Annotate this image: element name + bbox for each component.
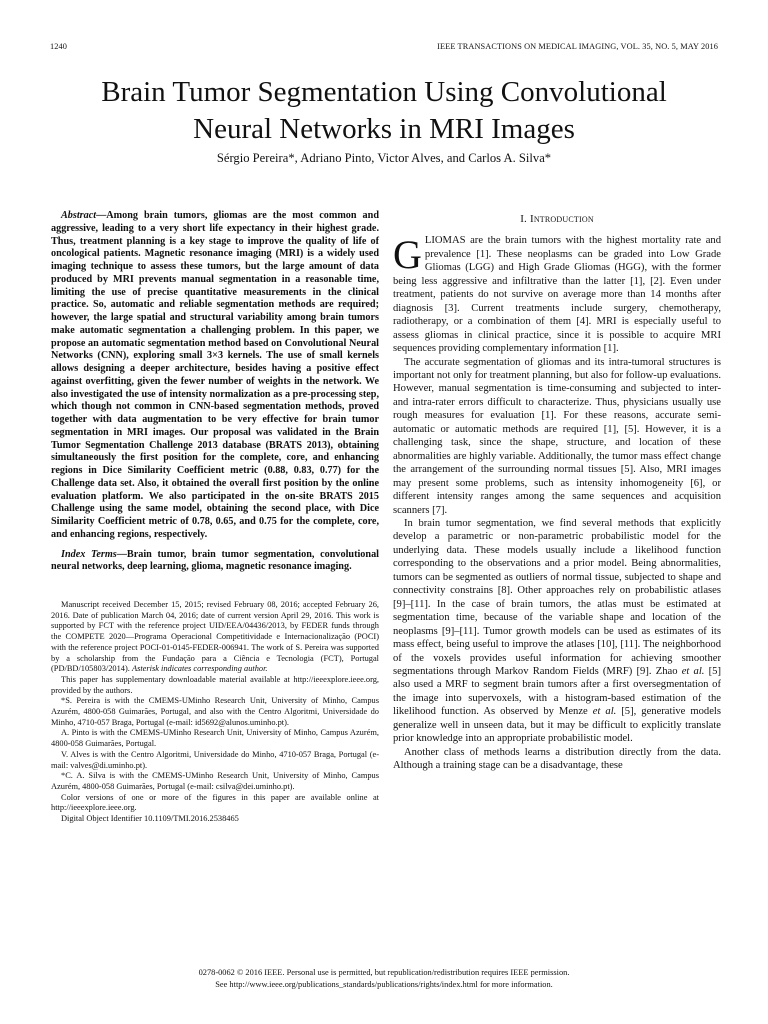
author-list: Sérgio Pereira*, Adriano Pinto, Victor Alves, and Carlos A. Silva* <box>216 151 552 165</box>
footnotes <box>51 600 379 825</box>
footnote-pinto: A. Pinto is with the CMEMS-UMinho Research Unit, University of Minho, Campus Azurém, 4800-058 Guimarães, Portugal. <box>51 728 379 749</box>
section-numeral: I. <box>520 213 528 225</box>
footnote-doi: Digital Object Identifier 10.1109/TMI.2016.2538465 <box>61 814 239 824</box>
left-column <box>51 210 379 825</box>
right-column <box>393 210 721 773</box>
intro-paragraph-2: The accurate segmentation of gliomas and its intra-tumoral structures is important not only for treatment planning, but also for follow-up evaluations. However, manual segmentation is time-consuming and subjected to inter- and intra-rater errors difficult to characterize. Thus, physicians usually use rough measures for evaluation [1]. For these reasons, accurate semi-automatic or automatic methods are required [1], [5]. However, it is a challenging task, since the shape, structure, and location of these abnormalities are highly variable. Additionally, the tumor mass effect change the arrangement of the surrounding normal tissues [5]. Also, MRI images may present some problems, such as intensity inhomogeneity [6], or different intensity ranges among the same sequences and acquisition scanners [7]. <box>393 356 721 516</box>
footnote-silva: *C. A. Silva is with the CMEMS-UMinho Research Unit, University of Minho, Campus Azurém, 4800-058 Guimarães, Portugal (e-mail: csilva@dei.uminho.pt). <box>51 771 379 791</box>
footnote-color: Color versions of one or more of the figures in this paper are available online at http://ieeexplore.ieee.org. <box>51 792 379 813</box>
intro-paragraph-1: GLIOMAS are the brain tumors with the highest mortality rate and prevalence [1]. These neoplasms can be graded into Low Grade Gliomas (LGG) and High Grade Gliomas (HGG), with the former being less aggressive and infiltrative than the latter [1], [2]. Even under treatment, patients do not survive on average more than 14 months after diagnosis [3]. Current treatments include surgery, chemotherapy, radiotherapy, or a combination of them [4]. MRI is especially useful to assess gliomas in clinical practice, since it is possible to acquire MRI sequences providing complementary information [1]. <box>393 232 721 355</box>
title-line-1: Brain Tumor Segmentation Using Convolutional <box>101 76 667 108</box>
section-heading-text: Introduction <box>529 213 594 225</box>
section-heading <box>393 213 721 226</box>
footnote-supplementary: This paper has supplementary downloadable material available at http://ieeexplore.ieee.org, provided by the authors. <box>51 674 379 695</box>
index-terms <box>51 549 379 575</box>
footnote-manuscript: Manuscript received December 15, 2015; revised February 08, 2016; accepted February 26, 2016. Date of publication March 04, 2016; date of current version April 29, 2016. This work is supported by FCT with the reference project UID/EEA/04436/2013, by FEDER funds through the COMPETE 2020—Programa Operacional Competitividade e Internacionalização (POCI) with the reference project POCI-01-0145-FEDER-006941. The work of S. Pereira was supported by a scholarship from the Fundação para a Ciência e Tecnologia (FCT), Portugal (PD/BD/105803/2014). Asterisk indicates corresponding author. <box>51 600 379 674</box>
title-line-2: Neural Networks in MRI Images <box>193 113 575 145</box>
copyright-line-1: 0278-0062 © 2016 IEEE. Personal use is permitted, but republication/redistribution requires IEEE permission. <box>198 968 570 977</box>
footnote-alves: V. Alves is with the Centro Algoritmi, Universidade do Minho, 4710-057 Braga, Portugal (e-mail: valves@di.uminho.pt). <box>51 749 379 770</box>
abstract-lead: Abstract <box>61 210 97 221</box>
intro-paragraph-3: In brain tumor segmentation, we find several methods that explicitly develop a parametric or non-parametric probabilistic model for the underlying data. These models usually include a likelihood function corresponding to the observations and a prior model. Being abnormalities, tumors can be segmented as outliers of normal tissue, subjected to shape and connectivity constrains [8]. Other approaches rely on probabilistic atlases [9]–[11]. In the case of brain tumors, the atlas must be estimated at segmentation time, because of the variable shape and location of the neoplasms [9]–[11]. Tumor growth models can be used as estimates of its mass effect, being useful to improve the atlases [10], [11]. The neighborhood of the voxels provides useful information for achieving smoother segmentations through Markov Random Fields (MRF) [9]. Zhao et al. [5] also used a MRF to segment brain tumors after a first oversegmentation of the image into supervoxels, with a histogram-based estimation of the likelihood function. As observed by Menze et al. [5], generative models generalize well in unseen data, but it may be difficult to explicitly translate prior knowledge into an appropriate probabilistic model. <box>393 517 721 745</box>
asterisk-note: Asterisk indicates corresponding author. <box>131 664 268 674</box>
index-terms-lead: Index Terms <box>61 548 117 560</box>
index-terms-text: —Brain tumor, brain tumor segmentation, convolutional neural networks, deep learning, glioma, magnetic resonance imaging. <box>51 548 379 573</box>
abstract <box>51 210 379 542</box>
running-header <box>50 42 718 51</box>
footnote-pereira: *S. Pereira is with the CMEMS-UMinho Research Unit, University of Minho, Campus Azurém, 4800-058 Guimarães, Portugal, and also with the Centro Algoritmi, Universidade do Minho, 4710-057 Braga, Portugal (e-mail: id5692@alunos.uminho.pt). <box>51 696 379 727</box>
copyright-line-2: See http://www.ieee.org/publications_standards/publications/rights/index.html for more information. <box>215 980 553 989</box>
drop-cap: G <box>393 232 422 278</box>
copyright-footer <box>40 967 728 991</box>
page-number: 1240 <box>50 42 67 51</box>
intro-paragraph-4: Another class of methods learns a distribution directly from the data. Although a training stage can be a disadvantage, these <box>393 746 721 772</box>
journal-name: IEEE TRANSACTIONS ON MEDICAL IMAGING, VOL. 35, NO. 5, MAY 2016 <box>437 42 718 51</box>
abstract-text: —Among brain tumors, gliomas are the most common and aggressive, leading to a very short life expectancy in their highest grade. Thus, treatment planning is a key stage to improve the quality of life of oncological patients. Magnetic resonance imaging (MRI) is a widely used imaging technique to assess these tumors, but the large amount of data produced by MRI prevents manual segmentation in a reasonable time, limiting the use of precise quantitative measurements in the clinical practice. So, automatic and reliable segmentation methods are required; however, the large spatial and structural variability among brain tumors make automatic segmentation a challenging problem. In this paper, we propose an automatic segmentation method based on Convolutional Neural Networks (CNN), exploring small 3×3 kernels. The use of small kernels allows designing a deeper architecture, besides having a positive effect against overfitting, given the fewer number of weights in the network. We also investigated the use of intensity normalization as a pre-processing step, which though not common in CNN-based segmentation methods, proved together with data augmentation to be very effective for brain tumor segmentation in MRI images. Our proposal was validated in the Brain Tumor Segmentation Challenge 2013 database (BRATS 2013), obtaining simultaneously the first position for the complete, core, and enhancing regions in Dice Similarity Coefficient metric (0.88, 0.83, 0.77) for the Challenge data set. Also, it obtained the overall first position by the online evaluation platform. We also participated in the on-site BRATS 2015 Challenge using the same model, obtaining the second place, with Dice Similarity Coefficient metric of 0.78, 0.65, and 0.75 for the complete, core, and enhancing regions, respectively. <box>51 210 379 540</box>
paper-title <box>40 74 728 148</box>
